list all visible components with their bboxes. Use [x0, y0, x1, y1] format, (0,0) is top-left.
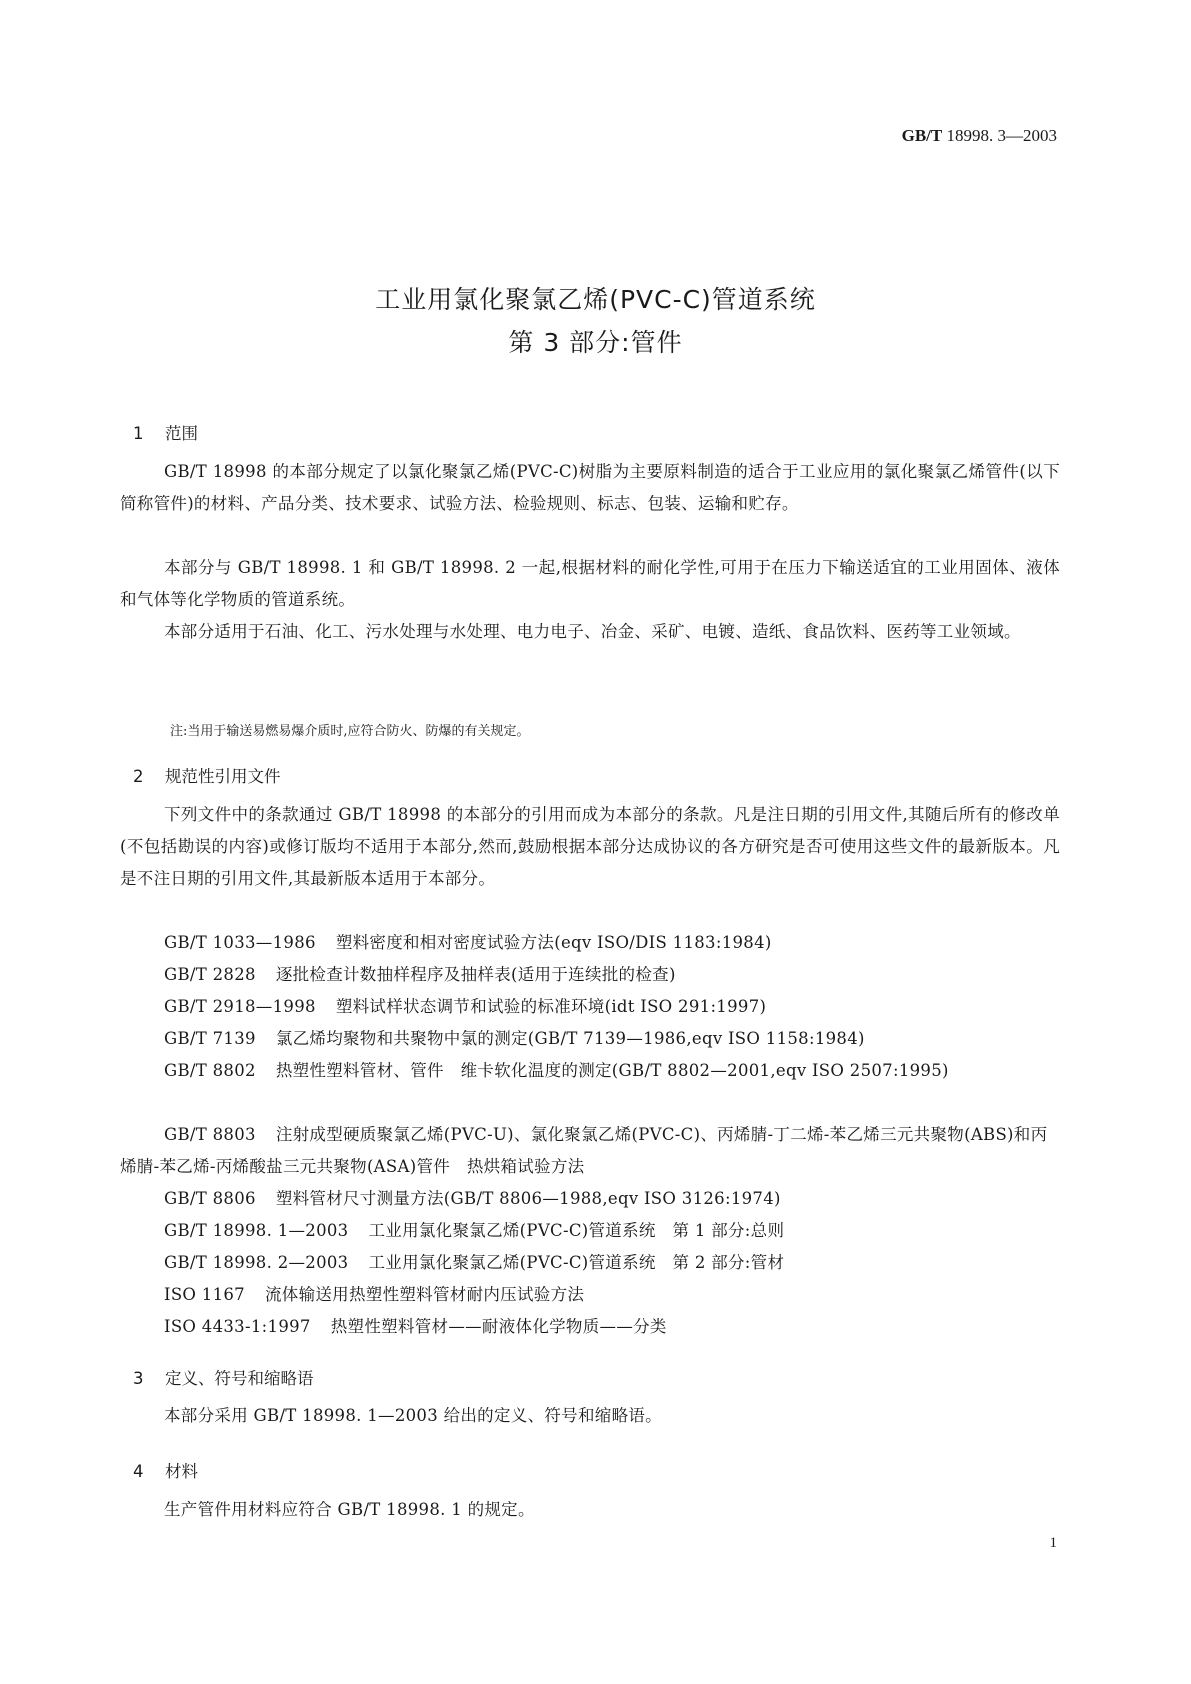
reference-code: ISO 4433-1:1997: [164, 1317, 311, 1336]
reference-title: 热塑性塑料管材、管件 维卡软化温度的测定(GB/T 8802—2001,eqv ISO 2507:1995): [275, 1061, 949, 1080]
reference-item: [120, 927, 1060, 959]
reference-item: [120, 959, 1060, 991]
reference-code: GB/T 8806: [164, 1189, 256, 1208]
reference-item: [120, 1311, 1060, 1343]
section-1-paragraph-3: 本部分适用于石油、化工、污水处理与水处理、电力电子、冶金、采矿、电镀、造纸、食品饮料、医药等工业领域。: [164, 622, 1021, 641]
section-title: 范围: [165, 424, 198, 443]
section-4-paragraph-1: 生产管件用材料应符合 GB/T 18998. 1 的规定。: [164, 1500, 535, 1519]
reference-item: [120, 1023, 1060, 1055]
section-title: 定义、符号和缩略语: [165, 1369, 314, 1388]
reference-item: [120, 1183, 1060, 1215]
reference-item: [120, 1279, 1060, 1311]
reference-code: GB/T 2828: [164, 965, 256, 984]
reference-title: 塑料密度和相对密度试验方法(eqv ISO/DIS 1183:1984): [335, 933, 772, 952]
section-number: 1: [133, 424, 144, 443]
reference-title: 塑料管材尺寸测量方法(GB/T 8806—1988,eqv ISO 3126:1974): [275, 1189, 781, 1208]
reference-item: [120, 1215, 1060, 1247]
section-number: 2: [133, 767, 144, 786]
reference-code: GB/T 18998. 1—2003: [164, 1221, 349, 1240]
reference-title: 塑料试样状态调节和试验的标准环境(idt ISO 291:1997): [335, 997, 767, 1016]
reference-code: GB/T 2918—1998: [164, 997, 316, 1016]
standard-prefix: GB/T: [901, 126, 943, 145]
section-number: 4: [133, 1462, 144, 1481]
section-4-heading: [133, 1458, 198, 1482]
section-2-heading: [133, 763, 281, 787]
section-title: 规范性引用文件: [165, 767, 281, 786]
reference-title: 氯乙烯均聚物和共聚物中氯的测定(GB/T 7139—1986,eqv ISO 1158:1984): [275, 1029, 865, 1048]
standard-number-value: 18998. 3—2003: [942, 126, 1057, 145]
section-1-heading: [133, 420, 198, 444]
reference-item: [120, 991, 1060, 1023]
section-title: 材料: [165, 1462, 198, 1481]
section-number: 3: [133, 1369, 144, 1388]
standard-number: [902, 126, 1057, 146]
reference-code: GB/T 18998. 2—2003: [164, 1253, 349, 1272]
reference-title: 热塑性塑料管材——耐液体化学物质——分类: [330, 1317, 667, 1336]
reference-title: 注射成型硬质聚氯乙烯(PVC-U)、氯化聚氯乙烯(PVC-C)、丙烯腈-丁二烯-苯乙烯三元共聚物(ABS)和丙烯腈-苯乙烯-丙烯酸盐三元共聚物(ASA)管件 热烘箱试验方法: [120, 1125, 1048, 1176]
reference-title: 逐批检查计数抽样程序及抽样表(适用于连续批的检查): [275, 965, 676, 984]
reference-item: [120, 1119, 1060, 1183]
section-3-paragraph-1: 本部分采用 GB/T 18998. 1—2003 给出的定义、符号和缩略语。: [164, 1406, 662, 1425]
document-title-line2: 第 3 部分:管件: [508, 328, 683, 357]
reference-code: GB/T 8803: [164, 1125, 256, 1144]
document-title-line1: 工业用氯化聚氯乙烯(PVC-C)管道系统: [375, 285, 816, 314]
reference-title: 流体输送用热塑性塑料管材耐内压试验方法: [264, 1285, 585, 1304]
reference-code: GB/T 7139: [164, 1029, 256, 1048]
reference-item: [120, 1247, 1060, 1279]
section-1-paragraph-2: 本部分与 GB/T 18998. 1 和 GB/T 18998. 2 一起,根据材料的耐化学性,可用于在压力下输送适宜的工业用固体、液体和气体等化学物质的管道系统。: [120, 558, 1060, 609]
reference-code: GB/T 8802: [164, 1061, 256, 1080]
section-2-paragraph-1: 下列文件中的条款通过 GB/T 18998 的本部分的引用而成为本部分的条款。凡是注日期的引用文件,其随后所有的修改单(不包括勘误的内容)或修订版均不适用于本部分,然而,鼓励根据本部分达成协议的各方研究是否可使用这些文件的最新版本。凡是不注日期的引用文件,其最新版本适用于本部分。: [120, 805, 1060, 888]
section-1-paragraph-1: GB/T 18998 的本部分规定了以氯化聚氯乙烯(PVC-C)树脂为主要原料制造的适合于工业应用的氯化聚氯乙烯管件(以下简称管件)的材料、产品分类、技术要求、试验方法、检验规则、标志、包装、运输和贮存。: [120, 462, 1060, 513]
section-3-heading: [133, 1365, 314, 1389]
reference-code: GB/T 1033—1986: [164, 933, 316, 952]
page-number: 1: [1049, 1535, 1057, 1551]
section-1-note: 注:当用于输送易燃易爆介质时,应符合防火、防爆的有关规定。: [170, 724, 530, 739]
reference-item: [120, 1055, 1060, 1087]
reference-title: 工业用氯化聚氯乙烯(PVC-C)管道系统 第 2 部分:管材: [368, 1253, 785, 1272]
reference-title: 工业用氯化聚氯乙烯(PVC-C)管道系统 第 1 部分:总则: [368, 1221, 785, 1240]
reference-code: ISO 1167: [164, 1285, 245, 1304]
